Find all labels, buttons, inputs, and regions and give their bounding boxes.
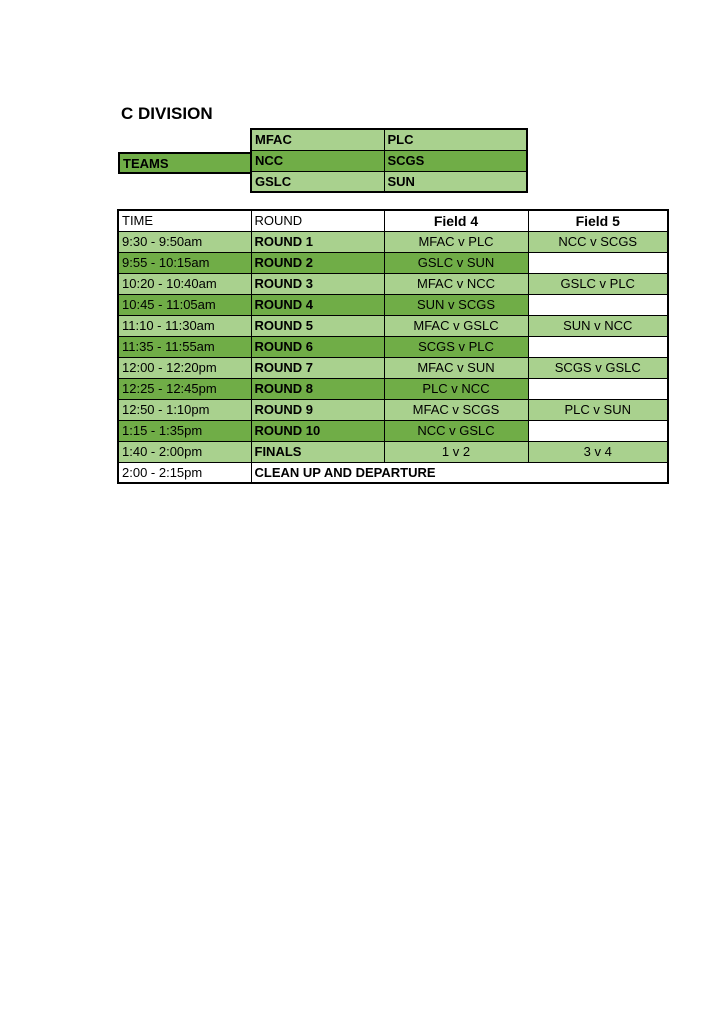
field5-cell: SCGS v GSLC [528,357,668,378]
header-field4: Field 4 [384,210,528,231]
field5-cell: SUN v NCC [528,315,668,336]
field4-cell: SCGS v PLC [384,336,528,357]
team-row [251,171,527,192]
field4-cell: MFAC v SUN [384,357,528,378]
schedule-row [118,357,668,378]
time-cell: 12:25 - 12:45pm [118,378,251,399]
field4-cell: GSLC v SUN [384,252,528,273]
time-cell: 10:45 - 11:05am [118,294,251,315]
footer-text: CLEAN UP AND DEPARTURE [251,462,668,483]
schedule-row [118,252,668,273]
time-cell: 9:30 - 9:50am [118,231,251,252]
round-cell: ROUND 5 [251,315,384,336]
team-cell: PLC [384,129,527,150]
field5-cell [528,336,668,357]
time-cell: 10:20 - 10:40am [118,273,251,294]
round-cell: ROUND 7 [251,357,384,378]
field5-cell [528,420,668,441]
header-field5: Field 5 [528,210,668,231]
team-cell: SCGS [384,150,527,171]
time-cell: 11:35 - 11:55am [118,336,251,357]
time-cell: 1:40 - 2:00pm [118,441,251,462]
schedule-header-row [118,210,668,231]
round-cell: ROUND 3 [251,273,384,294]
schedule-row [118,336,668,357]
field4-cell: NCC v GSLC [384,420,528,441]
time-cell: 11:10 - 11:30am [118,315,251,336]
field5-cell [528,378,668,399]
field4-cell: PLC v NCC [384,378,528,399]
round-cell: ROUND 8 [251,378,384,399]
team-row [251,129,527,150]
header-time: TIME [118,210,251,231]
team-row [251,150,527,171]
field4-cell: MFAC v GSLC [384,315,528,336]
schedule-row [118,399,668,420]
round-cell: ROUND 4 [251,294,384,315]
field5-cell: GSLC v PLC [528,273,668,294]
time-cell: 1:15 - 1:35pm [118,420,251,441]
team-cell: MFAC [251,129,384,150]
team-cell: GSLC [251,171,384,192]
field4-cell: 1 v 2 [384,441,528,462]
field4-cell: SUN v SCGS [384,294,528,315]
field5-cell [528,294,668,315]
field4-cell: MFAC v PLC [384,231,528,252]
teams-label: TEAMS [118,152,251,174]
schedule-row [118,378,668,399]
round-cell: ROUND 2 [251,252,384,273]
schedule-row [118,231,668,252]
header-round: ROUND [251,210,384,231]
round-cell: ROUND 6 [251,336,384,357]
field5-cell [528,252,668,273]
schedule-row [118,441,668,462]
schedule-row [118,315,668,336]
time-cell: 12:00 - 12:20pm [118,357,251,378]
field5-cell: NCC v SCGS [528,231,668,252]
field5-cell: 3 v 4 [528,441,668,462]
schedule-row [118,420,668,441]
team-cell: NCC [251,150,384,171]
round-cell: ROUND 10 [251,420,384,441]
field4-cell: MFAC v NCC [384,273,528,294]
time-cell: 9:55 - 10:15am [118,252,251,273]
round-cell: FINALS [251,441,384,462]
team-cell: SUN [384,171,527,192]
schedule-table [117,209,669,484]
teams-grid [250,128,528,193]
field5-cell: PLC v SUN [528,399,668,420]
round-cell: ROUND 1 [251,231,384,252]
round-cell: ROUND 9 [251,399,384,420]
footer-row [118,462,668,483]
footer-time: 2:00 - 2:15pm [118,462,251,483]
division-title: C DIVISION [121,104,213,123]
field4-cell: MFAC v SCGS [384,399,528,420]
time-cell: 12:50 - 1:10pm [118,399,251,420]
schedule-row [118,294,668,315]
schedule-row [118,273,668,294]
